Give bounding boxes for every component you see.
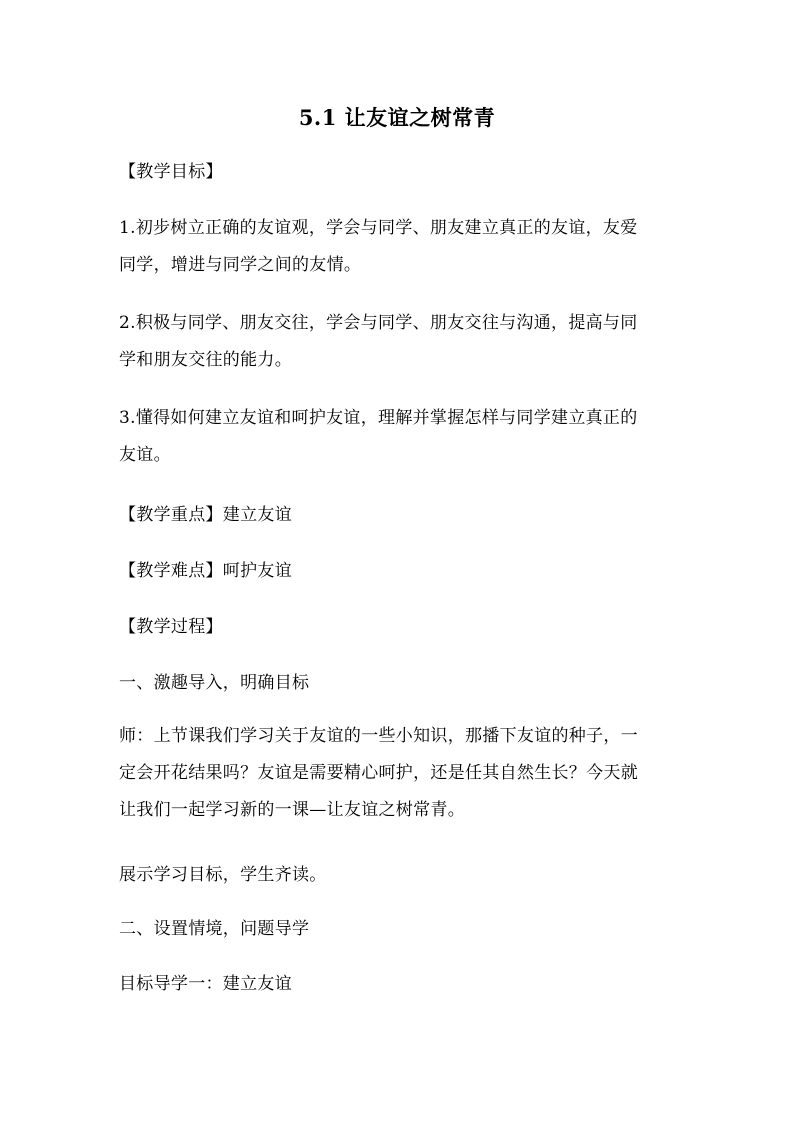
- goals-heading-text: 【教学目标】: [119, 162, 223, 182]
- goal-2-paragraph: [119, 305, 679, 379]
- key-point-paragraph: [119, 497, 679, 534]
- goal-1-line-1: 1.初步树立正确的友谊观，学会与同学、朋友建立真正的友谊，友爱: [119, 218, 638, 238]
- step-2-heading: [119, 911, 679, 948]
- target-1-paragraph: [119, 966, 679, 1003]
- goal-2-line-1: 2.积极与同学、朋友交往，学会与同学、朋友交往与沟通，提高与同: [119, 313, 638, 333]
- show-goals-paragraph: [119, 857, 679, 894]
- process-heading-text: 【教学过程】: [119, 617, 223, 637]
- teacher-paragraph: [119, 718, 679, 829]
- step-2-heading-text: 二、设置情境，问题导学: [119, 919, 310, 939]
- difficulty-text: 【教学难点】呵护友谊: [119, 561, 292, 581]
- goal-3-line-2: 友谊。: [119, 445, 171, 465]
- goal-2-line-2: 学和朋友交往的能力。: [119, 350, 292, 370]
- document-title: 5.1 让友谊之树常青: [298, 105, 496, 130]
- goals-heading: [119, 154, 679, 191]
- show-goals-text: 展示学习目标，学生齐读。: [119, 865, 327, 885]
- goal-1-line-2: 同学，增进与同学之间的友情。: [119, 255, 362, 275]
- process-heading: [119, 609, 679, 646]
- goal-3-paragraph: [119, 400, 679, 474]
- key-point-text: 【教学重点】建立友谊: [119, 505, 292, 525]
- target-1-text: 目标导学一：建立友谊: [119, 974, 292, 994]
- step-1-heading-text: 一、激趣导入，明确目标: [119, 673, 310, 693]
- goal-1-paragraph: [119, 210, 679, 284]
- difficulty-paragraph: [119, 553, 679, 590]
- step-1-heading: [119, 665, 679, 702]
- teacher-line-3: 让我们一起学习新的一课—让友谊之树常青。: [119, 800, 465, 820]
- teacher-line-2: 定会开花结果吗？友谊是需要精心呵护，还是任其自然生长？今天就: [119, 763, 638, 783]
- teacher-line-1: 师：上节课我们学习关于友谊的一些小知识，那播下友谊的种子，一: [119, 726, 638, 746]
- goal-3-line-1: 3.懂得如何建立友谊和呵护友谊，理解并掌握怎样与同学建立真正的: [119, 408, 638, 428]
